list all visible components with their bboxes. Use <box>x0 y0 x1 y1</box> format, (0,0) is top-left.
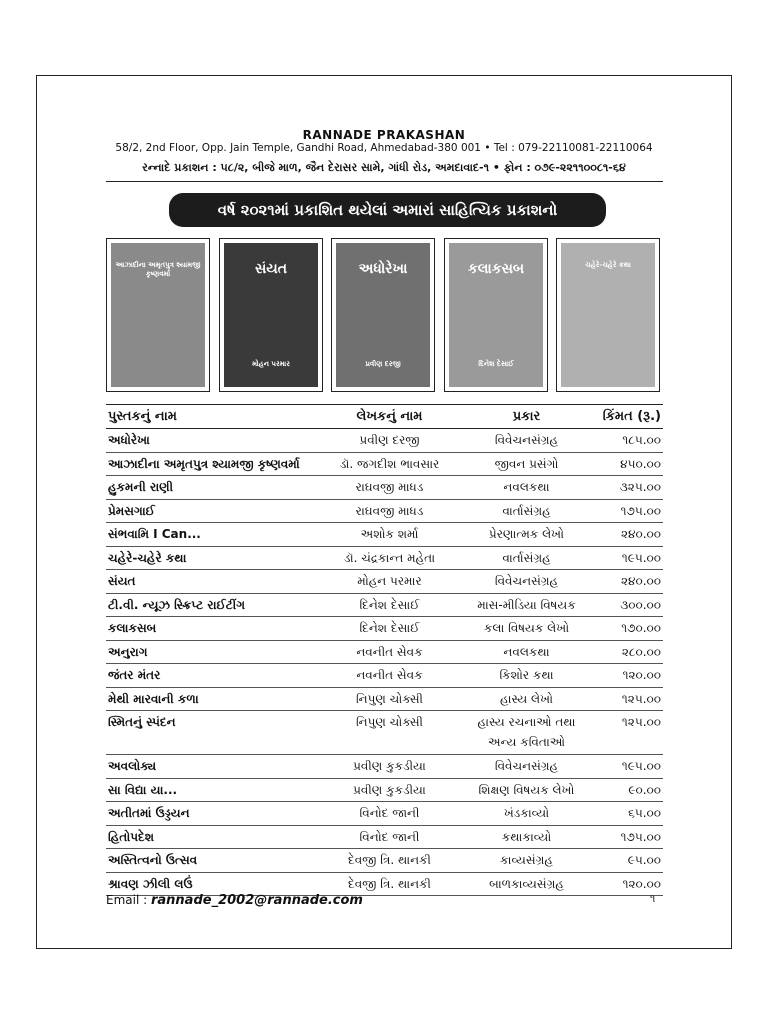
author-name: રાઘવજી માધડ <box>355 480 424 494</box>
book-type: કલા વિષયક લેખો <box>483 621 570 635</box>
author-name: દિનેશ દેસાઈ <box>359 597 420 612</box>
author-name: અશોક શર્મા <box>360 527 419 541</box>
book-name: સ્મિતનું સ્પંદન <box>108 715 176 729</box>
book-name: અવલોક્ય <box>108 759 157 773</box>
author-name: ડૉ. ચંદ્રકાન્ત મહેતા <box>343 550 436 565</box>
author-name: પ્રવીણ દરજી <box>359 433 420 447</box>
book-price: ૧૭૫.૦૦ <box>620 503 661 518</box>
book-type: વિવેચનસંગ્રહ <box>494 759 559 773</box>
table-row <box>106 617 663 641</box>
book-price: ૧૮૫.૦૦ <box>622 433 661 447</box>
book-name: શ્રાવણ ઝીલી લઉં <box>108 876 193 891</box>
book-type: પ્રેરણાત્મક લેખો <box>488 527 565 541</box>
book-cover-title: આઝાદીના અમૃતપુત્ર શ્યામજી કૃષ્ણવર્મા <box>115 261 201 278</box>
book-type <box>452 712 601 752</box>
table-row <box>106 664 663 688</box>
book-cover-author: દિનેશ દેસાઈ <box>478 360 514 368</box>
author-name: દેવજી ત્રિ. થાનકી <box>348 876 431 891</box>
book-cover-title: અધોરેખા <box>358 261 408 277</box>
email-label: Email : <box>106 893 148 907</box>
table-row <box>106 570 663 594</box>
author-name: ડૉ. જગદીશ ભાવસાર <box>339 456 440 471</box>
book-name: કલાકસબ <box>108 621 157 635</box>
table-row <box>106 755 663 779</box>
publisher-name: RANNADE PRAKASHAN <box>302 128 466 142</box>
book-type: માસ-મીડિયા વિષયક <box>477 597 576 612</box>
table-row <box>106 476 663 500</box>
table-header-row <box>106 404 663 429</box>
author-name: દિનેશ દેસાઈ <box>359 621 420 635</box>
book-cover <box>219 238 323 392</box>
header-divider <box>106 181 663 182</box>
book-name: મેથી મારવાની કળા <box>108 691 199 706</box>
book-type: હાસ્ય લેખો <box>499 691 553 706</box>
book-cover-title: ચહેરે-ચહેરે કથા <box>585 261 631 269</box>
book-cover-title: કલાકસબ <box>467 261 525 277</box>
author-name: દેવજી ત્રિ. થાનકી <box>348 853 431 867</box>
book-price: ૧૨૦.૦૦ <box>622 668 661 682</box>
table-row <box>106 429 663 453</box>
book-name: ચહેરે-ચહેરે કથા <box>108 550 187 565</box>
book-price: ૩૨૫.૦૦ <box>619 480 661 494</box>
author-name: વિનોદ જાની <box>359 829 420 844</box>
table-row <box>106 826 663 850</box>
header-book-name: પુસ્તકનું નામ <box>108 409 177 424</box>
table-row <box>106 779 663 803</box>
book-name: અસ્તિત્વનો ઉત્સવ <box>108 853 198 867</box>
header-author-name: લેખકનું નામ <box>356 409 423 424</box>
author-name: નવનીત સેવક <box>356 644 423 659</box>
book-name: હુકમની રાણી <box>108 480 174 494</box>
book-type: વાર્તાસંગ્રહ <box>502 550 551 565</box>
book-name: પ્રેમસગાઈ <box>108 503 155 518</box>
book-price: ૧૨૦.૦૦ <box>622 876 661 891</box>
publisher-address-english: 58/2, 2nd Floor, Opp. Jain Temple, Gandhi Road, Ahmedabad-380 001 • Tel : 079-22110081-22110064 <box>115 142 653 154</box>
book-cover <box>331 238 435 392</box>
book-name: ટી.વી. ન્યૂઝ સ્ક્રિપ્ટ રાઈટીંગ <box>108 597 245 612</box>
book-cover-art <box>449 243 543 387</box>
publications-banner: વર્ષ ૨૦૨૧માં પ્રકાશિત થયેલાં અમારાં સાહિત્યિક પ્રકાશનો <box>169 193 606 227</box>
table-row <box>106 547 663 571</box>
book-price: ૧૯૫.૦૦ <box>621 759 661 773</box>
book-name: અતીતમાં ઉડ્ડયન <box>108 806 190 820</box>
book-name: સંભવામિ I Can... <box>108 527 201 541</box>
table-row <box>106 500 663 524</box>
book-name: હિતોપદેશ <box>108 829 154 844</box>
book-price: ૧૨૫.૦૦ <box>621 715 661 729</box>
book-cover-art <box>224 243 318 387</box>
book-price: ૨૮૦.૦૦ <box>621 644 661 659</box>
book-type: કિશોર કથા <box>499 668 554 682</box>
book-type: વિવેચનસંગ્રહ <box>494 574 559 588</box>
book-name: અનુરાગ <box>108 644 148 659</box>
book-name: સા વિદ્યા યા... <box>108 782 178 797</box>
author-name: મોહન પરમાર <box>357 574 422 588</box>
book-cover-author: પ્રવીણ દરજી <box>365 360 401 368</box>
table-row <box>106 849 663 873</box>
book-price: ૯૫.૦૦ <box>627 853 661 867</box>
book-type: ખંડકાવ્યો <box>503 806 550 820</box>
book-cover-title: સંયત <box>254 261 288 277</box>
book-name: સંયત <box>108 574 136 588</box>
author-name: વિનોદ જાની <box>359 806 420 820</box>
book-cover-art <box>561 243 655 387</box>
book-type-line: અન્ય કવિતાઓ <box>487 735 566 749</box>
author-name: પ્રવીણ કુકડીયા <box>353 782 426 797</box>
book-type: નવલકથા <box>503 480 550 494</box>
table-row <box>106 711 663 755</box>
book-type: શિક્ષણ વિષયક લેખો <box>478 782 575 797</box>
book-price: ૪૫૦.૦૦ <box>620 456 661 471</box>
book-type: કાવ્યસંગ્રહ <box>500 853 553 867</box>
book-type: વાર્તાસંગ્રહ <box>502 503 551 518</box>
footer-email <box>106 893 363 908</box>
table-body <box>106 429 663 896</box>
book-name: આઝાદીના અમૃતપુત્ર શ્યામજી કૃષ્ણવર્મા <box>108 456 300 471</box>
book-type: બાળકાવ્યસંગ્રહ <box>489 876 564 891</box>
book-type: વિવેચનસંગ્રહ <box>494 433 559 447</box>
book-price: ૬૫.૦૦ <box>628 806 661 820</box>
table-row <box>106 688 663 712</box>
header-type: પ્રકાર <box>512 409 541 424</box>
author-name: નિપુણ ચોક્સી <box>355 715 423 729</box>
table-row <box>106 802 663 826</box>
book-cover-art <box>111 243 205 387</box>
book-table <box>106 404 663 896</box>
book-price: ૧૭૫.૦૦ <box>620 829 661 844</box>
book-price: ૯૦.૦૦ <box>628 782 661 797</box>
table-row <box>106 523 663 547</box>
book-cover <box>106 238 210 392</box>
book-price: ૧૭૦.૦૦ <box>621 621 661 635</box>
book-name: અધોરેખા <box>108 433 150 447</box>
book-type: નવલકથા <box>503 644 550 659</box>
author-name: નવનીત સેવક <box>356 668 423 682</box>
author-name: નિપુણ ચોક્સી <box>355 691 423 706</box>
book-cover <box>556 238 660 392</box>
book-type: કથાકાવ્યો <box>501 829 552 844</box>
publisher-address-gujarati: રન્નાદે પ્રકાશન : ૫૮/૨, બીજે માળ, જૈન દેરાસર સામે, ગાંધી રોડ, અમદાવાદ-૧ • ફોન : ૦૭૯-૨૨૧૧૦૦૮૧-૬૪ <box>142 161 626 174</box>
book-price: ૨૪૦.૦૦ <box>621 574 661 588</box>
book-price: ૧૯૫.૦૦ <box>621 550 661 565</box>
author-name: રાઘવજી માધડ <box>355 503 424 518</box>
book-cover <box>444 238 548 392</box>
book-cover-art <box>336 243 430 387</box>
book-type: જીવન પ્રસંગો <box>494 456 559 471</box>
book-name: જંતર મંતર <box>108 668 161 682</box>
book-price: ૩૦૦.૦૦ <box>620 597 661 612</box>
table-row <box>106 453 663 477</box>
book-type-line: હાસ્ય રચનાઓ તથા <box>477 715 576 729</box>
header-price: કિંમત (રૂ.) <box>602 409 661 424</box>
book-price: ૧૨૫.૦૦ <box>621 691 661 706</box>
book-covers <box>106 238 664 392</box>
book-cover-author: મોહન પરમાર <box>252 360 290 368</box>
table-row <box>106 641 663 665</box>
email-address[interactable]: rannade_2002@rannade.com <box>150 893 363 908</box>
table-row <box>106 594 663 618</box>
page-number: ૧ <box>650 892 656 905</box>
author-name: પ્રવીણ કુકડીયા <box>353 759 426 773</box>
book-price: ૨૪૦.૦૦ <box>621 527 661 541</box>
